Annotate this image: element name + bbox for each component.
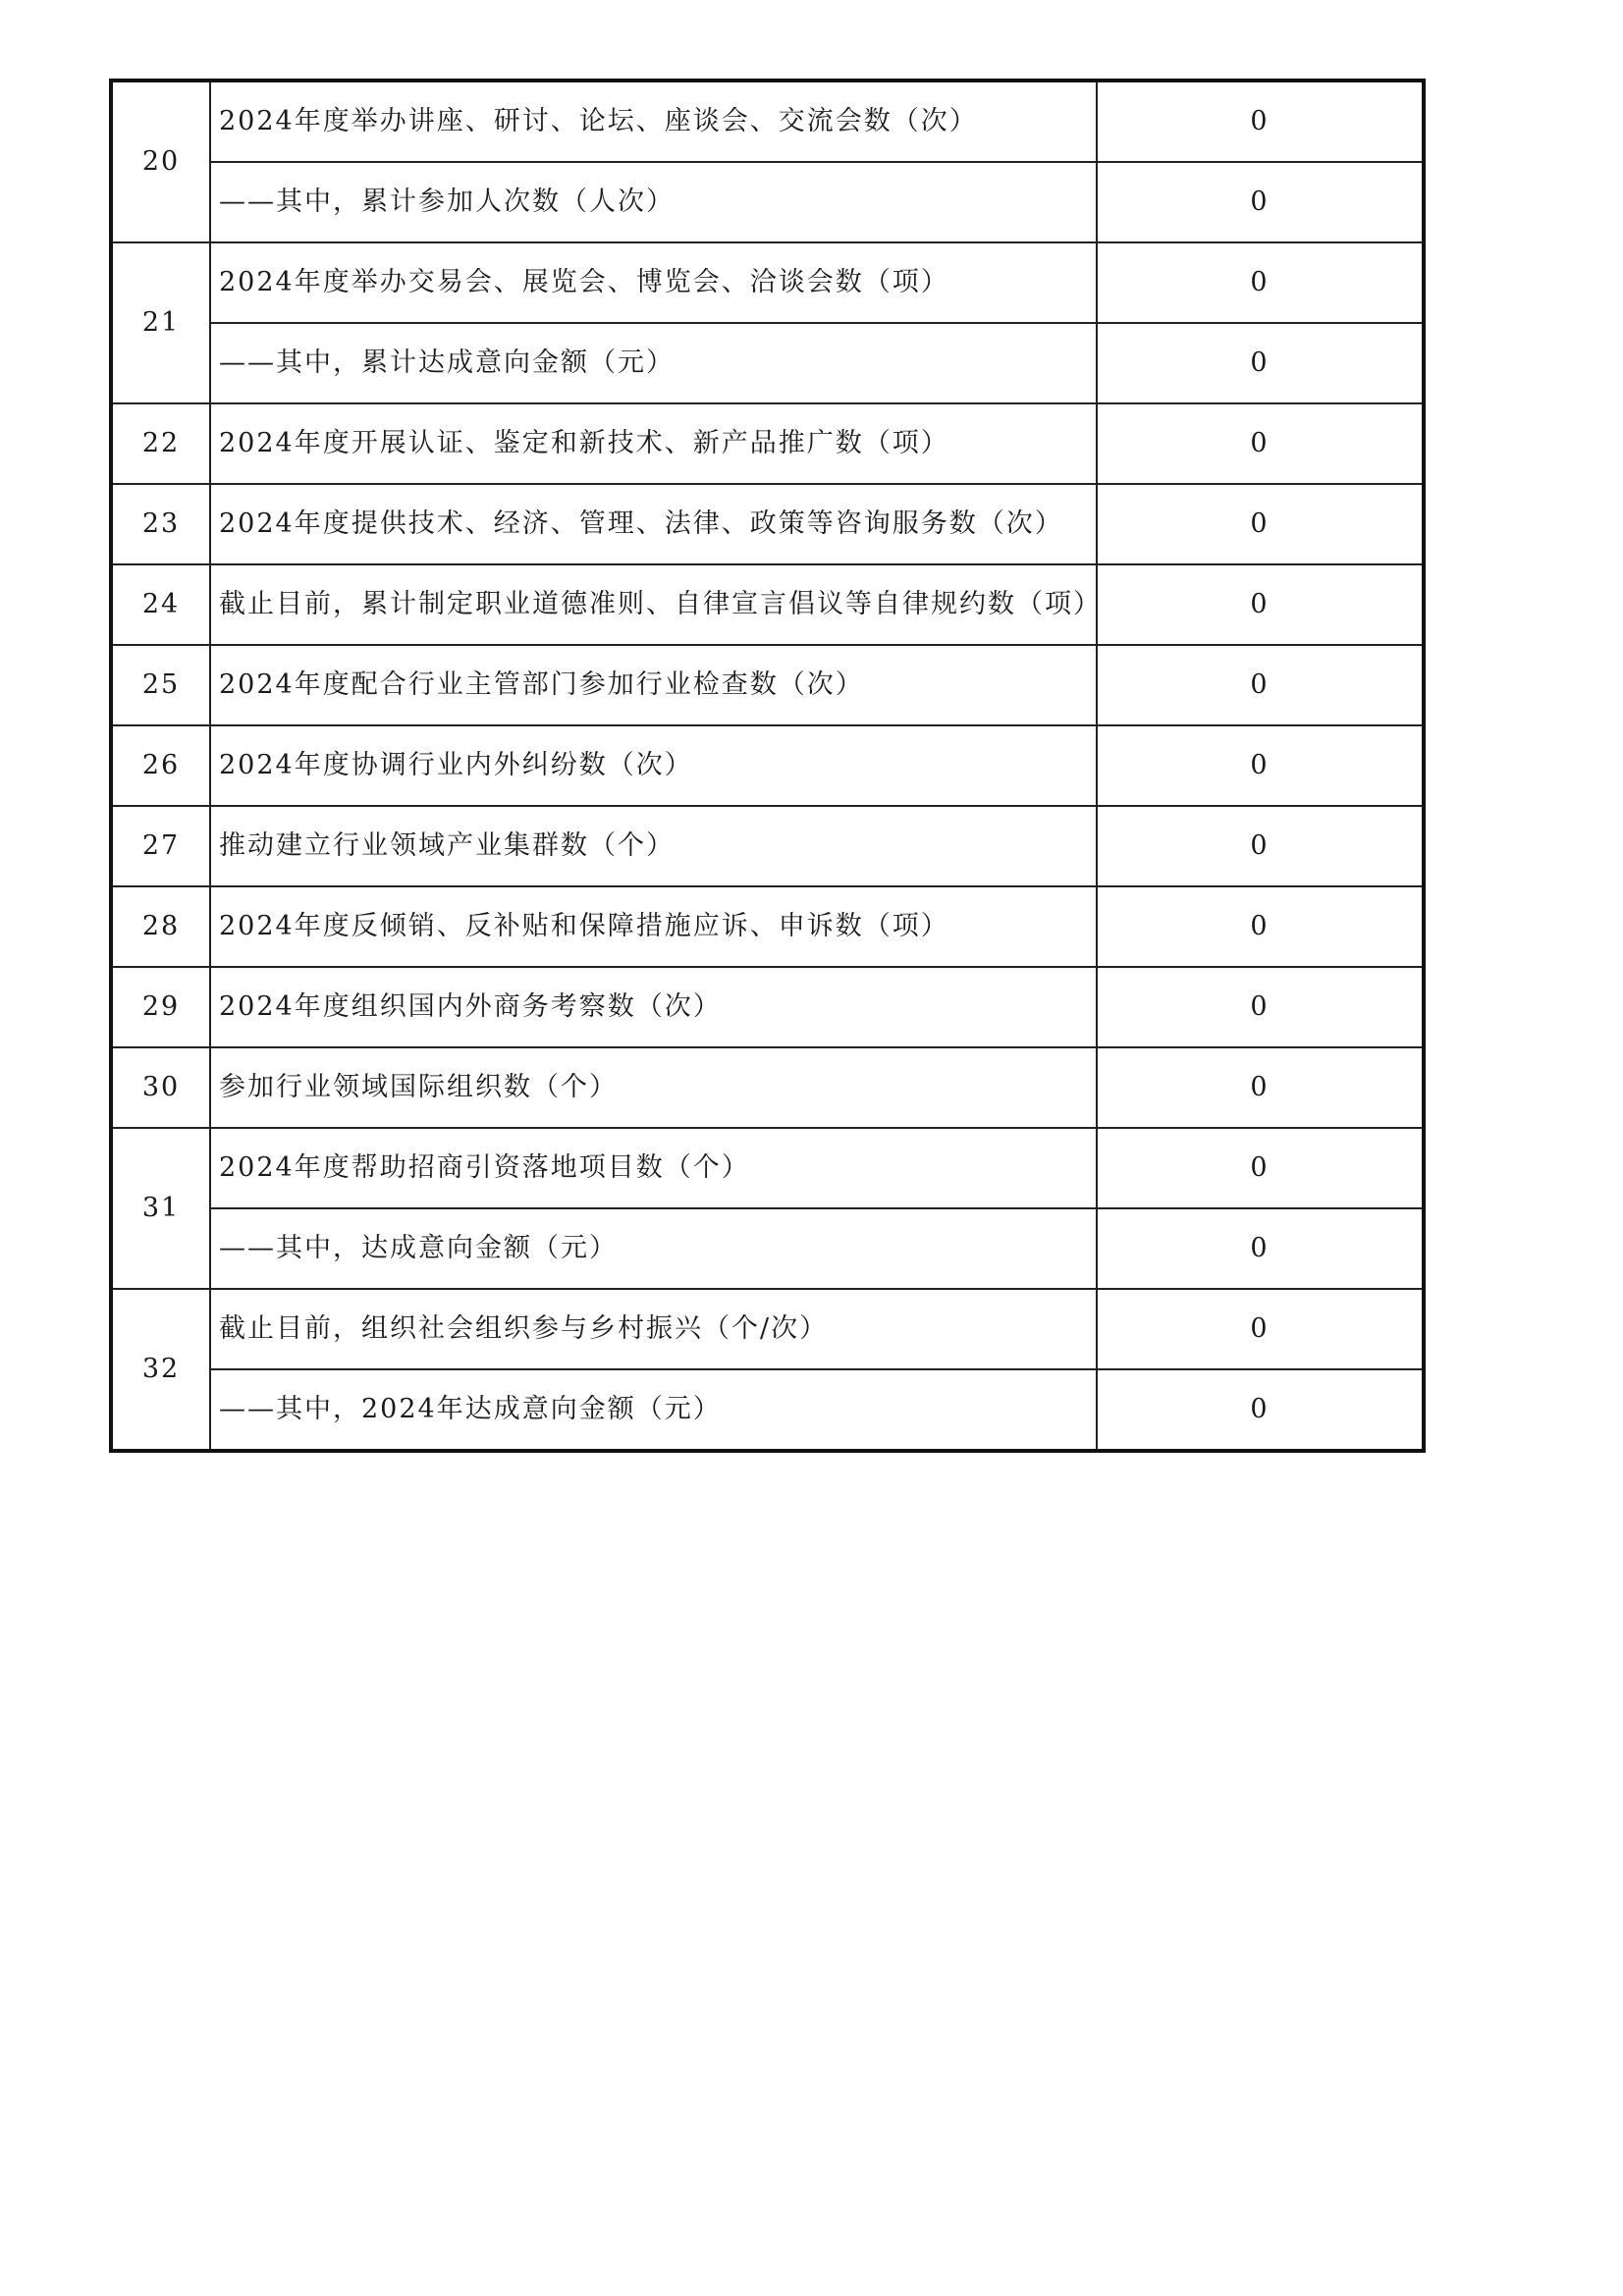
statistics-table-body: [111, 80, 1424, 1451]
table-row: [111, 1208, 1424, 1289]
indicator-value-cell: 0: [1097, 162, 1424, 242]
indicator-label-cell: ——其中，2024年达成意向金额（元）: [210, 1369, 1097, 1451]
indicator-label-cell: ——其中，累计达成意向金额（元）: [210, 323, 1097, 403]
row-number-cell: 30: [111, 1047, 210, 1128]
indicator-label-cell: 2024年度协调行业内外纠纷数（次）: [210, 725, 1097, 806]
row-number-cell: 23: [111, 484, 210, 564]
table-row: [111, 323, 1424, 403]
indicator-value-cell: 0: [1097, 1208, 1424, 1289]
indicator-value-cell: 0: [1097, 1047, 1424, 1128]
table-row: [111, 242, 1424, 323]
indicator-value-cell: 0: [1097, 1369, 1424, 1451]
indicator-label-cell: ——其中，达成意向金额（元）: [210, 1208, 1097, 1289]
row-number-cell: 31: [111, 1128, 210, 1289]
row-number-cell: 21: [111, 242, 210, 403]
row-number-cell: 20: [111, 80, 210, 242]
row-number-cell: 28: [111, 886, 210, 967]
statistics-table: [109, 79, 1426, 1453]
indicator-value-cell: 0: [1097, 645, 1424, 725]
table-row: [111, 162, 1424, 242]
indicator-label-cell: 2024年度帮助招商引资落地项目数（个）: [210, 1128, 1097, 1208]
table-row: [111, 806, 1424, 886]
indicator-label-cell: 2024年度提供技术、经济、管理、法律、政策等咨询服务数（次）: [210, 484, 1097, 564]
indicator-label-cell: 2024年度配合行业主管部门参加行业检查数（次）: [210, 645, 1097, 725]
indicator-value-cell: 0: [1097, 242, 1424, 323]
indicator-label-cell: 参加行业领域国际组织数（个）: [210, 1047, 1097, 1128]
indicator-value-cell: 0: [1097, 967, 1424, 1047]
indicator-label-cell: 2024年度举办交易会、展览会、博览会、洽谈会数（项）: [210, 242, 1097, 323]
row-number-cell: 24: [111, 564, 210, 645]
table-row: [111, 725, 1424, 806]
table-row: [111, 484, 1424, 564]
table-row: [111, 967, 1424, 1047]
table-row: [111, 80, 1424, 162]
indicator-value-cell: 0: [1097, 323, 1424, 403]
table-row: [111, 403, 1424, 484]
indicator-value-cell: 0: [1097, 80, 1424, 162]
indicator-value-cell: 0: [1097, 806, 1424, 886]
indicator-value-cell: 0: [1097, 403, 1424, 484]
indicator-value-cell: 0: [1097, 725, 1424, 806]
table-row: [111, 1128, 1424, 1208]
indicator-value-cell: 0: [1097, 1289, 1424, 1369]
row-number-cell: 22: [111, 403, 210, 484]
indicator-value-cell: 0: [1097, 886, 1424, 967]
table-row: [111, 1289, 1424, 1369]
indicator-value-cell: 0: [1097, 1128, 1424, 1208]
table-row: [111, 645, 1424, 725]
indicator-label-cell: 推动建立行业领域产业集群数（个）: [210, 806, 1097, 886]
indicator-value-cell: 0: [1097, 564, 1424, 645]
table-row: [111, 564, 1424, 645]
indicator-value-cell: 0: [1097, 484, 1424, 564]
indicator-label-cell: 2024年度举办讲座、研讨、论坛、座谈会、交流会数（次）: [210, 80, 1097, 162]
table-row: [111, 1047, 1424, 1128]
indicator-label-cell: 2024年度反倾销、反补贴和保障措施应诉、申诉数（项）: [210, 886, 1097, 967]
indicator-label-cell: 2024年度组织国内外商务考察数（次）: [210, 967, 1097, 1047]
table-row: [111, 886, 1424, 967]
row-number-cell: 25: [111, 645, 210, 725]
row-number-cell: 27: [111, 806, 210, 886]
row-number-cell: 32: [111, 1289, 210, 1451]
indicator-label-cell: 截止目前，累计制定职业道德准则、自律宣言倡议等自律规约数（项）: [210, 564, 1097, 645]
row-number-cell: 26: [111, 725, 210, 806]
indicator-label-cell: 2024年度开展认证、鉴定和新技术、新产品推广数（项）: [210, 403, 1097, 484]
row-number-cell: 29: [111, 967, 210, 1047]
indicator-label-cell: 截止目前，组织社会组织参与乡村振兴（个/次）: [210, 1289, 1097, 1369]
indicator-label-cell: ——其中，累计参加人次数（人次）: [210, 162, 1097, 242]
table-row: [111, 1369, 1424, 1451]
